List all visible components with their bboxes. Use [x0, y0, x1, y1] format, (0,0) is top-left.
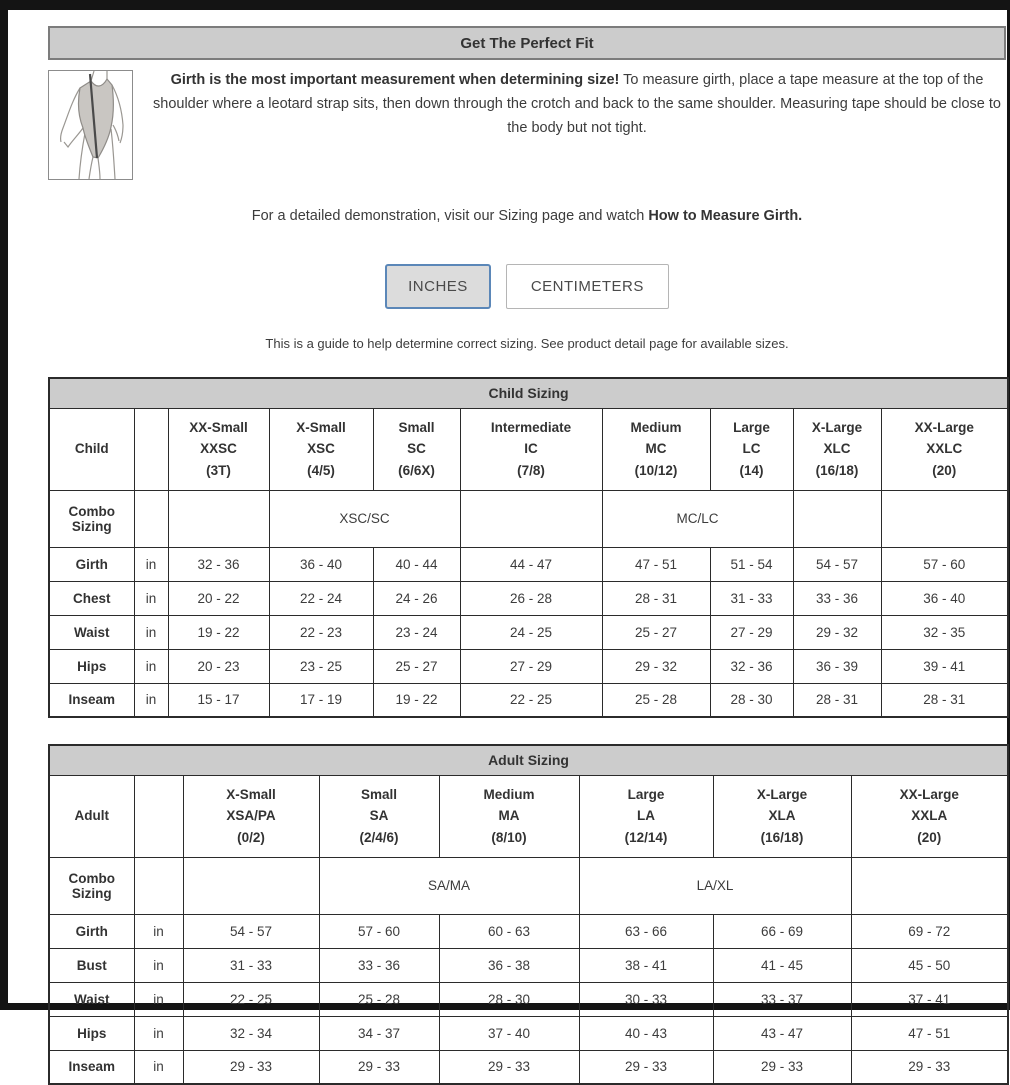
- size-column-header-line: XSA/PA: [226, 808, 276, 824]
- size-column-header-line: XSC: [307, 441, 335, 457]
- measurement-row: [49, 914, 1008, 948]
- measurement-value: 29 - 33: [851, 1050, 1008, 1084]
- demo-line-bold: How to Measure Girth.: [648, 208, 803, 224]
- measurement-unit: in: [134, 982, 183, 1016]
- page-content: [8, 10, 1007, 1085]
- measurement-value: 38 - 41: [579, 948, 713, 982]
- measurement-value: 57 - 60: [881, 547, 1008, 581]
- measurement-row: [49, 547, 1008, 581]
- inches-button[interactable]: INCHES: [385, 264, 491, 309]
- measurement-label: Chest: [49, 581, 134, 615]
- measurement-value: 29 - 33: [439, 1050, 579, 1084]
- size-column-header-line: (10/12): [634, 462, 678, 478]
- measurement-value: 28 - 30: [439, 982, 579, 1016]
- measurement-value: 60 - 63: [439, 914, 579, 948]
- size-column-header-line: XLC: [823, 441, 851, 457]
- measurement-value: 63 - 66: [579, 914, 713, 948]
- measurement-value: 32 - 36: [710, 649, 793, 683]
- measurement-value: 15 - 17: [168, 683, 269, 717]
- intro-section: [48, 68, 1006, 228]
- measurement-value: 29 - 33: [579, 1050, 713, 1084]
- size-column-header: [579, 775, 713, 857]
- measurement-row: [49, 581, 1008, 615]
- measurement-label: Inseam: [49, 1050, 134, 1084]
- measurement-value: 23 - 24: [373, 615, 460, 649]
- measurement-value: 19 - 22: [168, 615, 269, 649]
- measurement-label: Waist: [49, 615, 134, 649]
- measurement-value: 29 - 33: [713, 1050, 851, 1084]
- size-column-header-line: Intermediate: [490, 419, 572, 435]
- measurement-value: 20 - 22: [168, 581, 269, 615]
- combo-sizing-cell: [460, 490, 602, 547]
- combo-sizing-cell: [183, 857, 319, 914]
- measurement-unit: in: [134, 1016, 183, 1050]
- size-column-header: [602, 408, 710, 490]
- measurement-value: 41 - 45: [713, 948, 851, 982]
- size-column-header-line: (16/18): [760, 829, 804, 845]
- size-column-header: [373, 408, 460, 490]
- size-column-header-line: MC: [645, 441, 667, 457]
- combo-sizing-cell: MC/LC: [602, 490, 793, 547]
- measurement-value: 25 - 28: [319, 982, 439, 1016]
- unit-column-header: [134, 775, 183, 857]
- combo-sizing-cell: SA/MA: [319, 857, 579, 914]
- size-column-header-line: XXSC: [200, 441, 237, 457]
- size-column-header-line: LC: [742, 441, 761, 457]
- size-column-header: [183, 775, 319, 857]
- size-column-header-line: X-Small: [296, 419, 346, 435]
- size-column-header-line: (6/6X): [398, 462, 435, 478]
- measurement-value: 27 - 29: [460, 649, 602, 683]
- measurement-value: 29 - 32: [602, 649, 710, 683]
- measurement-value: 31 - 33: [183, 948, 319, 982]
- size-column-header-line: IC: [524, 441, 538, 457]
- size-column-header-line: LA: [637, 808, 655, 824]
- combo-sizing-cell: [881, 490, 1008, 547]
- measurement-unit: in: [134, 683, 168, 717]
- measurement-label: Bust: [49, 948, 134, 982]
- measurement-unit: in: [134, 1050, 183, 1084]
- size-column-header-line: (14): [739, 462, 764, 478]
- size-column-header: [439, 775, 579, 857]
- measurement-row: [49, 649, 1008, 683]
- size-column-header-line: XLA: [768, 808, 796, 824]
- measurement-value: 27 - 29: [710, 615, 793, 649]
- size-column-header-line: X-Large: [756, 786, 808, 802]
- measurement-value: 45 - 50: [851, 948, 1008, 982]
- measurement-value: 19 - 22: [373, 683, 460, 717]
- measurement-value: 39 - 41: [881, 649, 1008, 683]
- measurement-value: 17 - 19: [269, 683, 373, 717]
- measurement-value: 28 - 31: [602, 581, 710, 615]
- adult-sizing-table: [48, 744, 1009, 1085]
- combo-sizing-row: [49, 857, 1008, 914]
- measurement-value: 37 - 40: [439, 1016, 579, 1050]
- measurement-value: 57 - 60: [319, 914, 439, 948]
- measurement-value: 29 - 32: [793, 615, 881, 649]
- combo-unit-cell: [134, 857, 183, 914]
- combo-sizing-label: Combo Sizing: [49, 857, 134, 914]
- size-header-row: [49, 408, 1008, 490]
- measurement-row: [49, 683, 1008, 717]
- size-column-header-line: (2/4/6): [359, 829, 399, 845]
- page-title: [48, 26, 1006, 60]
- table-title-row: [49, 378, 1008, 408]
- measurement-row: [49, 615, 1008, 649]
- combo-sizing-label: Combo Sizing: [49, 490, 134, 547]
- measurement-value: 34 - 37: [319, 1016, 439, 1050]
- measurement-label: Hips: [49, 1016, 134, 1050]
- demo-line-prefix: For a detailed demonstration, visit our Sizing page and watch: [251, 208, 649, 224]
- size-column-header-line: XXLC: [926, 441, 963, 457]
- measurement-unit: in: [134, 547, 168, 581]
- table-title-row: [49, 745, 1008, 775]
- measurement-value: 32 - 34: [183, 1016, 319, 1050]
- size-column-header-line: XX-Large: [899, 786, 959, 802]
- size-column-header-line: (12/14): [624, 829, 668, 845]
- size-column-header-line: (7/8): [517, 462, 545, 478]
- measurement-value: 22 - 25: [460, 683, 602, 717]
- size-column-header: [269, 408, 373, 490]
- size-column-header-line: Medium: [483, 786, 535, 802]
- measurement-value: 36 - 40: [269, 547, 373, 581]
- measurement-label: Girth: [49, 547, 134, 581]
- size-column-header-line: XX-Large: [914, 419, 974, 435]
- measurement-label: Waist: [49, 982, 134, 1016]
- combo-sizing-cell: [851, 857, 1008, 914]
- measurement-value: 37 - 41: [851, 982, 1008, 1016]
- measurement-row: [49, 948, 1008, 982]
- size-column-header-line: (4/5): [307, 462, 335, 478]
- combo-sizing-cell: [168, 490, 269, 547]
- measurement-value: 43 - 47: [713, 1016, 851, 1050]
- measurement-value: 66 - 69: [713, 914, 851, 948]
- measurement-unit: in: [134, 581, 168, 615]
- measurement-value: 28 - 30: [710, 683, 793, 717]
- size-column-header: [793, 408, 881, 490]
- measurement-label: Hips: [49, 649, 134, 683]
- measurement-value: 54 - 57: [183, 914, 319, 948]
- measurement-value: 29 - 33: [319, 1050, 439, 1084]
- measurement-value: 51 - 54: [710, 547, 793, 581]
- size-column-header: [710, 408, 793, 490]
- size-header-row: [49, 775, 1008, 857]
- measurement-value: 28 - 31: [793, 683, 881, 717]
- measurement-value: 33 - 36: [793, 581, 881, 615]
- size-column-header: [881, 408, 1008, 490]
- measurement-value: 40 - 43: [579, 1016, 713, 1050]
- measurement-unit: in: [134, 914, 183, 948]
- size-column-header: [319, 775, 439, 857]
- combo-sizing-cell: XSC/SC: [269, 490, 460, 547]
- measurement-value: 36 - 39: [793, 649, 881, 683]
- measurement-value: 30 - 33: [579, 982, 713, 1016]
- measurement-value: 22 - 23: [269, 615, 373, 649]
- measurement-value: 44 - 47: [460, 547, 602, 581]
- measurement-value: 36 - 38: [439, 948, 579, 982]
- size-column-header-line: (20): [917, 829, 942, 845]
- size-column-header-line: (16/18): [815, 462, 859, 478]
- measurement-value: 23 - 25: [269, 649, 373, 683]
- measurement-row: [49, 1050, 1008, 1084]
- measurement-row: [49, 1016, 1008, 1050]
- size-column-header-line: MA: [498, 808, 520, 824]
- measurement-value: 25 - 27: [602, 615, 710, 649]
- page-title-label: Get The Perfect Fit: [460, 34, 594, 52]
- size-column-header-line: (20): [932, 462, 957, 478]
- measurement-value: 24 - 26: [373, 581, 460, 615]
- centimeters-button[interactable]: CENTIMETERS: [506, 264, 669, 309]
- measurement-unit: in: [134, 649, 168, 683]
- table-row-header: Child: [49, 408, 134, 490]
- girth-intro-text: To measure girth, place a tape measure at the top of the shoulder where a leotard strap sits, then down through the crotch and back to the same shoulder. Measuring tape should be close to the body but not tight.: [153, 72, 1001, 136]
- measurement-row: [49, 982, 1008, 1016]
- child-sizing-table: [48, 377, 1009, 718]
- size-column-header-line: SC: [407, 441, 426, 457]
- measurement-value: 69 - 72: [851, 914, 1008, 948]
- measurement-value: 47 - 51: [602, 547, 710, 581]
- combo-unit-cell: [134, 490, 168, 547]
- size-column-header-line: Small: [360, 786, 398, 802]
- demo-line: [48, 208, 1006, 224]
- measurement-value: 32 - 35: [881, 615, 1008, 649]
- size-column-header-line: Small: [398, 419, 435, 435]
- measurement-unit: in: [134, 615, 168, 649]
- size-column-header: [713, 775, 851, 857]
- measurement-value: 28 - 31: [881, 683, 1008, 717]
- measurement-value: 22 - 24: [269, 581, 373, 615]
- combo-sizing-row: [49, 490, 1008, 547]
- table-title: Child Sizing: [49, 378, 1008, 408]
- measurement-value: 33 - 36: [319, 948, 439, 982]
- measurement-value: 25 - 27: [373, 649, 460, 683]
- size-column-header-line: (8/10): [491, 829, 527, 845]
- table-row-header: Adult: [49, 775, 134, 857]
- sizing-guide-note: This is a guide to help determine correct sizing. See product detail page for available sizes.: [265, 336, 789, 351]
- size-column-header-line: X-Small: [226, 786, 276, 802]
- measurement-value: 29 - 33: [183, 1050, 319, 1084]
- girth-intro-bold: Girth is the most important measurement when determining size!: [170, 72, 620, 88]
- size-column-header-line: XX-Small: [189, 419, 248, 435]
- measurement-label: Inseam: [49, 683, 134, 717]
- size-column-header-line: (3T): [206, 462, 231, 478]
- measurement-value: 26 - 28: [460, 581, 602, 615]
- measurement-value: 40 - 44: [373, 547, 460, 581]
- measurement-value: 31 - 33: [710, 581, 793, 615]
- combo-sizing-cell: [793, 490, 881, 547]
- measurement-value: 20 - 23: [168, 649, 269, 683]
- unit-column-header: [134, 408, 168, 490]
- measurement-value: 54 - 57: [793, 547, 881, 581]
- combo-sizing-cell: LA/XL: [579, 857, 851, 914]
- table-title: Adult Sizing: [49, 745, 1008, 775]
- size-column-header-line: Medium: [630, 419, 682, 435]
- measurement-value: 36 - 40: [881, 581, 1008, 615]
- measurement-value: 25 - 28: [602, 683, 710, 717]
- size-column-header: [460, 408, 602, 490]
- size-column-header-line: (0/2): [237, 829, 265, 845]
- size-column-header-line: XXLA: [911, 808, 948, 824]
- measurement-value: 33 - 37: [713, 982, 851, 1016]
- leotard-girth-diagram-icon: [48, 70, 133, 180]
- measurement-value: 24 - 25: [460, 615, 602, 649]
- size-column-header: [851, 775, 1008, 857]
- measurement-value: 32 - 36: [168, 547, 269, 581]
- size-column-header-line: X-Large: [811, 419, 863, 435]
- measurement-label: Girth: [49, 914, 134, 948]
- measurement-value: 22 - 25: [183, 982, 319, 1016]
- size-column-header-line: SA: [369, 808, 389, 824]
- size-column-header: [168, 408, 269, 490]
- girth-intro-paragraph: [148, 68, 1006, 140]
- unit-toggle: [48, 264, 1006, 309]
- size-column-header-line: Large: [627, 786, 665, 802]
- measurement-value: 47 - 51: [851, 1016, 1008, 1050]
- measurement-unit: in: [134, 948, 183, 982]
- size-column-header-line: Large: [733, 419, 770, 435]
